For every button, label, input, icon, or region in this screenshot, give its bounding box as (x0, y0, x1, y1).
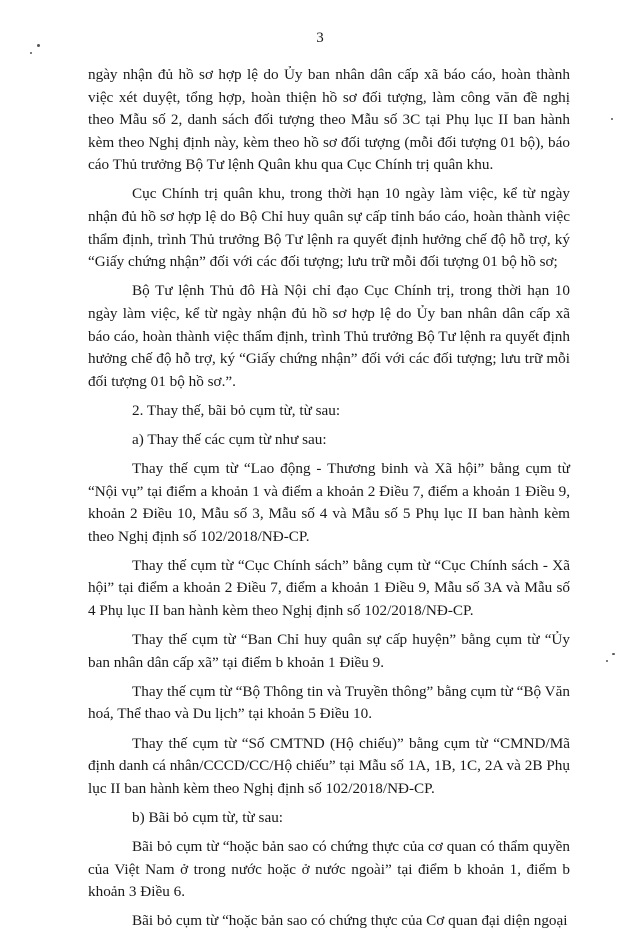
subsection-heading-b: b) Bãi bỏ cụm từ, từ sau: (132, 808, 284, 826)
paragraph-military-region: Cục Chính trị quân khu, trong thời hạn 10 ngày làm việc, kể từ ngày nhận đủ hồ sơ hợp lệ do Bộ Chỉ huy quân sự cấp tỉnh báo cáo, hoàn thành việc thẩm định, trình Thủ trưởng Bộ Tư lệnh ra quyết định hưởng chế độ hỗ trợ, ký “Giấy chứng nhận” đối với các đối tượng; lưu trữ mỗi đối tượng 01 bộ hồ sơ; (88, 185, 570, 271)
paragraph-replace-ubnd: Thay thế cụm từ “Ban Chỉ huy quân sự cấp huyện” bằng cụm từ “Ủy ban nhân dân cấp xã” tại điểm b khoản 1 Điều 9. (88, 631, 570, 671)
scan-speck (612, 653, 615, 655)
subsection-heading-a: a) Thay thế các cụm từ như sau: (132, 430, 327, 448)
scan-speck (606, 660, 608, 662)
section-heading-2: 2. Thay thế, bãi bỏ cụm từ, từ sau: (132, 401, 341, 419)
paragraph-replace-chinh-sach: Thay thế cụm từ “Cục Chính sách” bằng cụm từ “Cục Chính sách - Xã hội” tại điểm a khoản 2 Điều 7, điểm a khoản 1 Điều 9, Mẫu số 3A và Mẫu số 4 Phụ lục II ban hành kèm theo Nghị định số 102/2018/NĐ-CP. (88, 556, 570, 620)
scan-speck (611, 118, 613, 120)
paragraph-replace-cmnd: Thay thế cụm từ “Số CMTND (Hộ chiếu)” bằng cụm từ “CMND/Mã định danh cá nhân/CCCD/CC/Hộ chiếu” tại Mẫu số 1A, 1B, 1C, 2A và 2B Phụ lục II ban hành kèm theo Nghị định số 102/2018/NĐ-CP. (88, 734, 570, 797)
document-body (88, 64, 570, 939)
paragraph-continuation: ngày nhận đủ hồ sơ hợp lệ do Ủy ban nhân dân cấp xã báo cáo, hoàn thành việc xét duyệt, tổng hợp, hoàn thiện hồ sơ đối tượng, làm công văn đề nghị theo Mẫu số 2, danh sách đối tượng theo Mẫu số 3C tại Phụ lục II ban hành kèm theo Nghị định này, kèm theo hồ sơ đối tượng (mỗi đối tượng 01 bộ), báo cáo Thủ trưởng Bộ Tư lệnh Quân khu qua Cục Chính trị quân khu. (88, 66, 570, 174)
paragraph-replace-van-hoa: Thay thế cụm từ “Bộ Thông tin và Truyền thông” bằng cụm từ “Bộ Văn hoá, Thể thao và Du lịch” tại khoản 5 Điều 10. (88, 682, 570, 723)
scan-speck (37, 44, 40, 47)
paragraph-remove-ban-sao: Bãi bỏ cụm từ “hoặc bản sao có chứng thực của cơ quan có thẩm quyền của Việt Nam ở trong nước hoặc ở nước ngoài” tại điểm b khoản 1, điểm b khoản 3 Điều 6. (88, 837, 570, 901)
paragraph-replace-noi-vu: Thay thế cụm từ “Lao động - Thương binh và Xã hội” bằng cụm từ “Nội vụ” tại điểm a khoản 1 và điểm a khoản 2 Điều 7, điểm a khoản 1 Điều 9, khoản 2 Điều 10, Mẫu số 3, Mẫu số 4 và Mẫu số 5 Phụ lục II ban hành kèm theo Nghị định số 102/2018/NĐ-CP. (88, 460, 570, 545)
paragraph-hanoi-command: Bộ Tư lệnh Thủ đô Hà Nội chỉ đạo Cục Chính trị, trong thời hạn 10 ngày làm việc, kể từ ngày nhận đủ hồ sơ hợp lệ do Ủy ban nhân dân cấp xã báo cáo, hoàn thành việc thẩm định, trình Thủ trưởng Bộ Tư lệnh ra quyết định hưởng chế độ hỗ trợ, ký “Giấy chứng nhận” đối với các đối tượng; lưu trữ mỗi đối tượng 01 bộ hồ sơ.”. (88, 282, 570, 390)
scan-speck (30, 52, 32, 54)
page-number: 3 (316, 30, 324, 46)
paragraph-remove-co-quan: Bãi bỏ cụm từ “hoặc bản sao có chứng thực của Cơ quan đại diện ngoại (132, 912, 568, 930)
